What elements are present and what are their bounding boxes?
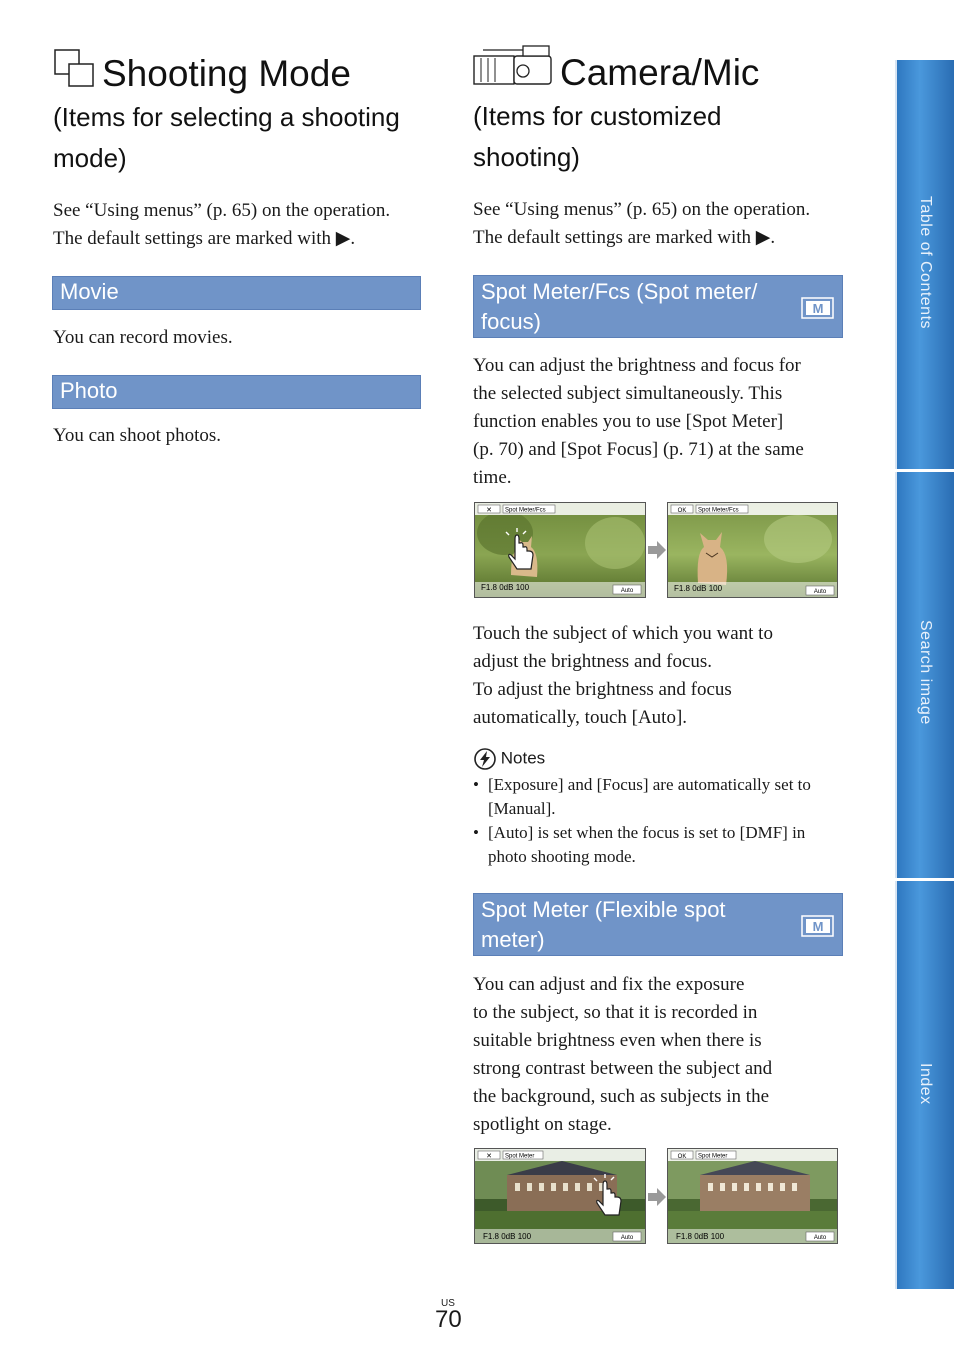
camera-mic-subtitle-line-1: (Items for customized xyxy=(473,101,722,131)
svg-text:M: M xyxy=(812,919,824,934)
svg-text:Auto: Auto xyxy=(620,588,634,594)
svg-text:Spot Meter/Fcs: Spot Meter/Fcs xyxy=(505,507,546,514)
left-intro-line-1: See “Using menus” (p. 65) on the operation. xyxy=(53,200,391,221)
svg-text:F1.8 0dB 100: F1.8 0dB 100 xyxy=(674,584,723,593)
svg-text:OK: OK xyxy=(677,508,687,514)
tab-table-of-contents[interactable] xyxy=(895,60,954,469)
camera-mic-subtitle-line-2: shooting) xyxy=(473,142,580,172)
right-intro xyxy=(473,196,853,252)
svg-text:Auto: Auto xyxy=(813,589,827,595)
spot-fcs-para-line-5: time. xyxy=(473,467,512,488)
spot-fcs-screen-before xyxy=(474,502,646,598)
note-item: • [Exposure] and [Focus] are automatically set to [Manual]. xyxy=(473,773,843,821)
spot-meter-para-line-5: the background, such as subjects in the xyxy=(473,1086,770,1107)
section-heading-photo xyxy=(52,375,421,409)
right-intro-line-1: See “Using menus” (p. 65) on the operation. xyxy=(473,199,811,220)
section-heading-spot-meter xyxy=(473,893,843,956)
shooting-mode-subtitle: (Items for selecting a shooting mode) xyxy=(53,102,400,173)
note-item: • [Auto] is set when the focus is set to [DMF] in photo shooting mode. xyxy=(473,821,843,869)
svg-text:✕: ✕ xyxy=(486,1153,492,1160)
page-region: US xyxy=(441,1298,455,1309)
spot-meter-screen-before xyxy=(474,1148,646,1244)
spot-fcs-para-line-3: function enables you to use [Spot Meter] xyxy=(473,411,784,432)
manual-mode-icon xyxy=(801,915,834,937)
svg-text:✕: ✕ xyxy=(486,507,492,514)
manual-mode-icon xyxy=(801,297,834,319)
tab-search-image-label: Search image xyxy=(917,620,934,725)
svg-text:F1.8 0dB 100: F1.8 0dB 100 xyxy=(481,583,530,592)
spot-meter-heading-line-1: Spot Meter (Flexible spot xyxy=(481,897,726,922)
page-title-camera-mic: Camera/Mic xyxy=(560,52,760,93)
camera-icon xyxy=(473,44,553,86)
svg-text:F1.8 0dB 100: F1.8 0dB 100 xyxy=(483,1232,532,1241)
page-number: 70 xyxy=(435,1306,462,1333)
spot-meter-screen-after xyxy=(667,1148,838,1244)
spot-fcs-heading-line-1: Spot Meter/Fcs (Spot meter/ xyxy=(481,279,758,304)
notes-heading xyxy=(474,748,545,770)
spot-fcs-instructions xyxy=(473,620,853,732)
spot-fcs-instr-line-1: Touch the subject of which you want to xyxy=(473,623,773,644)
arrow-right-icon xyxy=(646,539,668,561)
svg-text:M: M xyxy=(812,301,824,316)
arrow-right-icon xyxy=(646,1186,668,1208)
page-title-shooting-mode: Shooting Mode xyxy=(102,53,351,94)
spot-fcs-description xyxy=(473,352,853,492)
movie-description: You can record movies. xyxy=(53,327,233,348)
svg-text:Spot Meter/Fcs: Spot Meter/Fcs xyxy=(698,507,739,514)
section-heading-photo-label: Photo xyxy=(60,378,118,403)
svg-text:OK: OK xyxy=(677,1154,687,1160)
spot-meter-para-line-3: suitable brightness even when there is xyxy=(473,1030,762,1051)
tab-index[interactable] xyxy=(895,881,954,1289)
section-heading-movie-label: Movie xyxy=(60,279,119,304)
spot-fcs-heading-line-2: focus) xyxy=(481,309,541,334)
notes-warning-icon xyxy=(474,748,496,770)
left-intro-line-2: The default settings are marked with ▶. xyxy=(53,228,356,249)
tab-index-label: Index xyxy=(917,1063,934,1105)
spot-fcs-para-line-1: You can adjust the brightness and focus for xyxy=(473,355,801,376)
svg-text:Spot Meter: Spot Meter xyxy=(505,1153,535,1160)
spot-fcs-para-line-2: the selected subject simultaneously. This xyxy=(473,383,783,404)
notes-label: Notes xyxy=(500,748,546,768)
tab-table-of-contents-label: Table of Contents xyxy=(917,196,934,330)
spot-meter-para-line-4: strong contrast between the subject and xyxy=(473,1058,773,1079)
spot-meter-para-line-2: to the subject, so that it is recorded in xyxy=(473,1002,758,1023)
right-intro-line-2: The default settings are marked with ▶. xyxy=(473,227,776,248)
spot-fcs-instr-line-3: To adjust the brightness and focus xyxy=(473,679,732,700)
spot-meter-heading-line-2: meter) xyxy=(481,927,545,952)
camera-mic-subtitle xyxy=(473,96,843,178)
spot-fcs-para-line-4: (p. 70) and [Spot Focus] (p. 71) at the same xyxy=(473,439,804,460)
svg-text:F1.8 0dB 100: F1.8 0dB 100 xyxy=(676,1232,725,1241)
section-heading-movie xyxy=(52,276,421,310)
svg-text:Auto: Auto xyxy=(620,1235,634,1241)
left-intro xyxy=(53,197,433,253)
svg-text:Spot Meter: Spot Meter xyxy=(698,1153,728,1160)
spot-meter-description xyxy=(473,971,853,1139)
spot-fcs-screen-after xyxy=(667,502,838,598)
svg-text:Auto: Auto xyxy=(813,1235,827,1241)
spot-meter-para-line-1: You can adjust and fix the exposure xyxy=(473,974,745,995)
section-heading-spot-meter-fcs xyxy=(473,275,843,338)
spot-fcs-instr-line-4: automatically, touch [Auto]. xyxy=(473,707,688,728)
spot-meter-para-line-6: spotlight on stage. xyxy=(473,1114,612,1135)
photo-description: You can shoot photos. xyxy=(53,425,222,446)
spot-fcs-instr-line-2: adjust the brightness and focus. xyxy=(473,651,713,672)
tab-search-image[interactable] xyxy=(895,472,954,878)
notes-list xyxy=(473,773,843,869)
shooting-mode-icon xyxy=(53,48,95,88)
